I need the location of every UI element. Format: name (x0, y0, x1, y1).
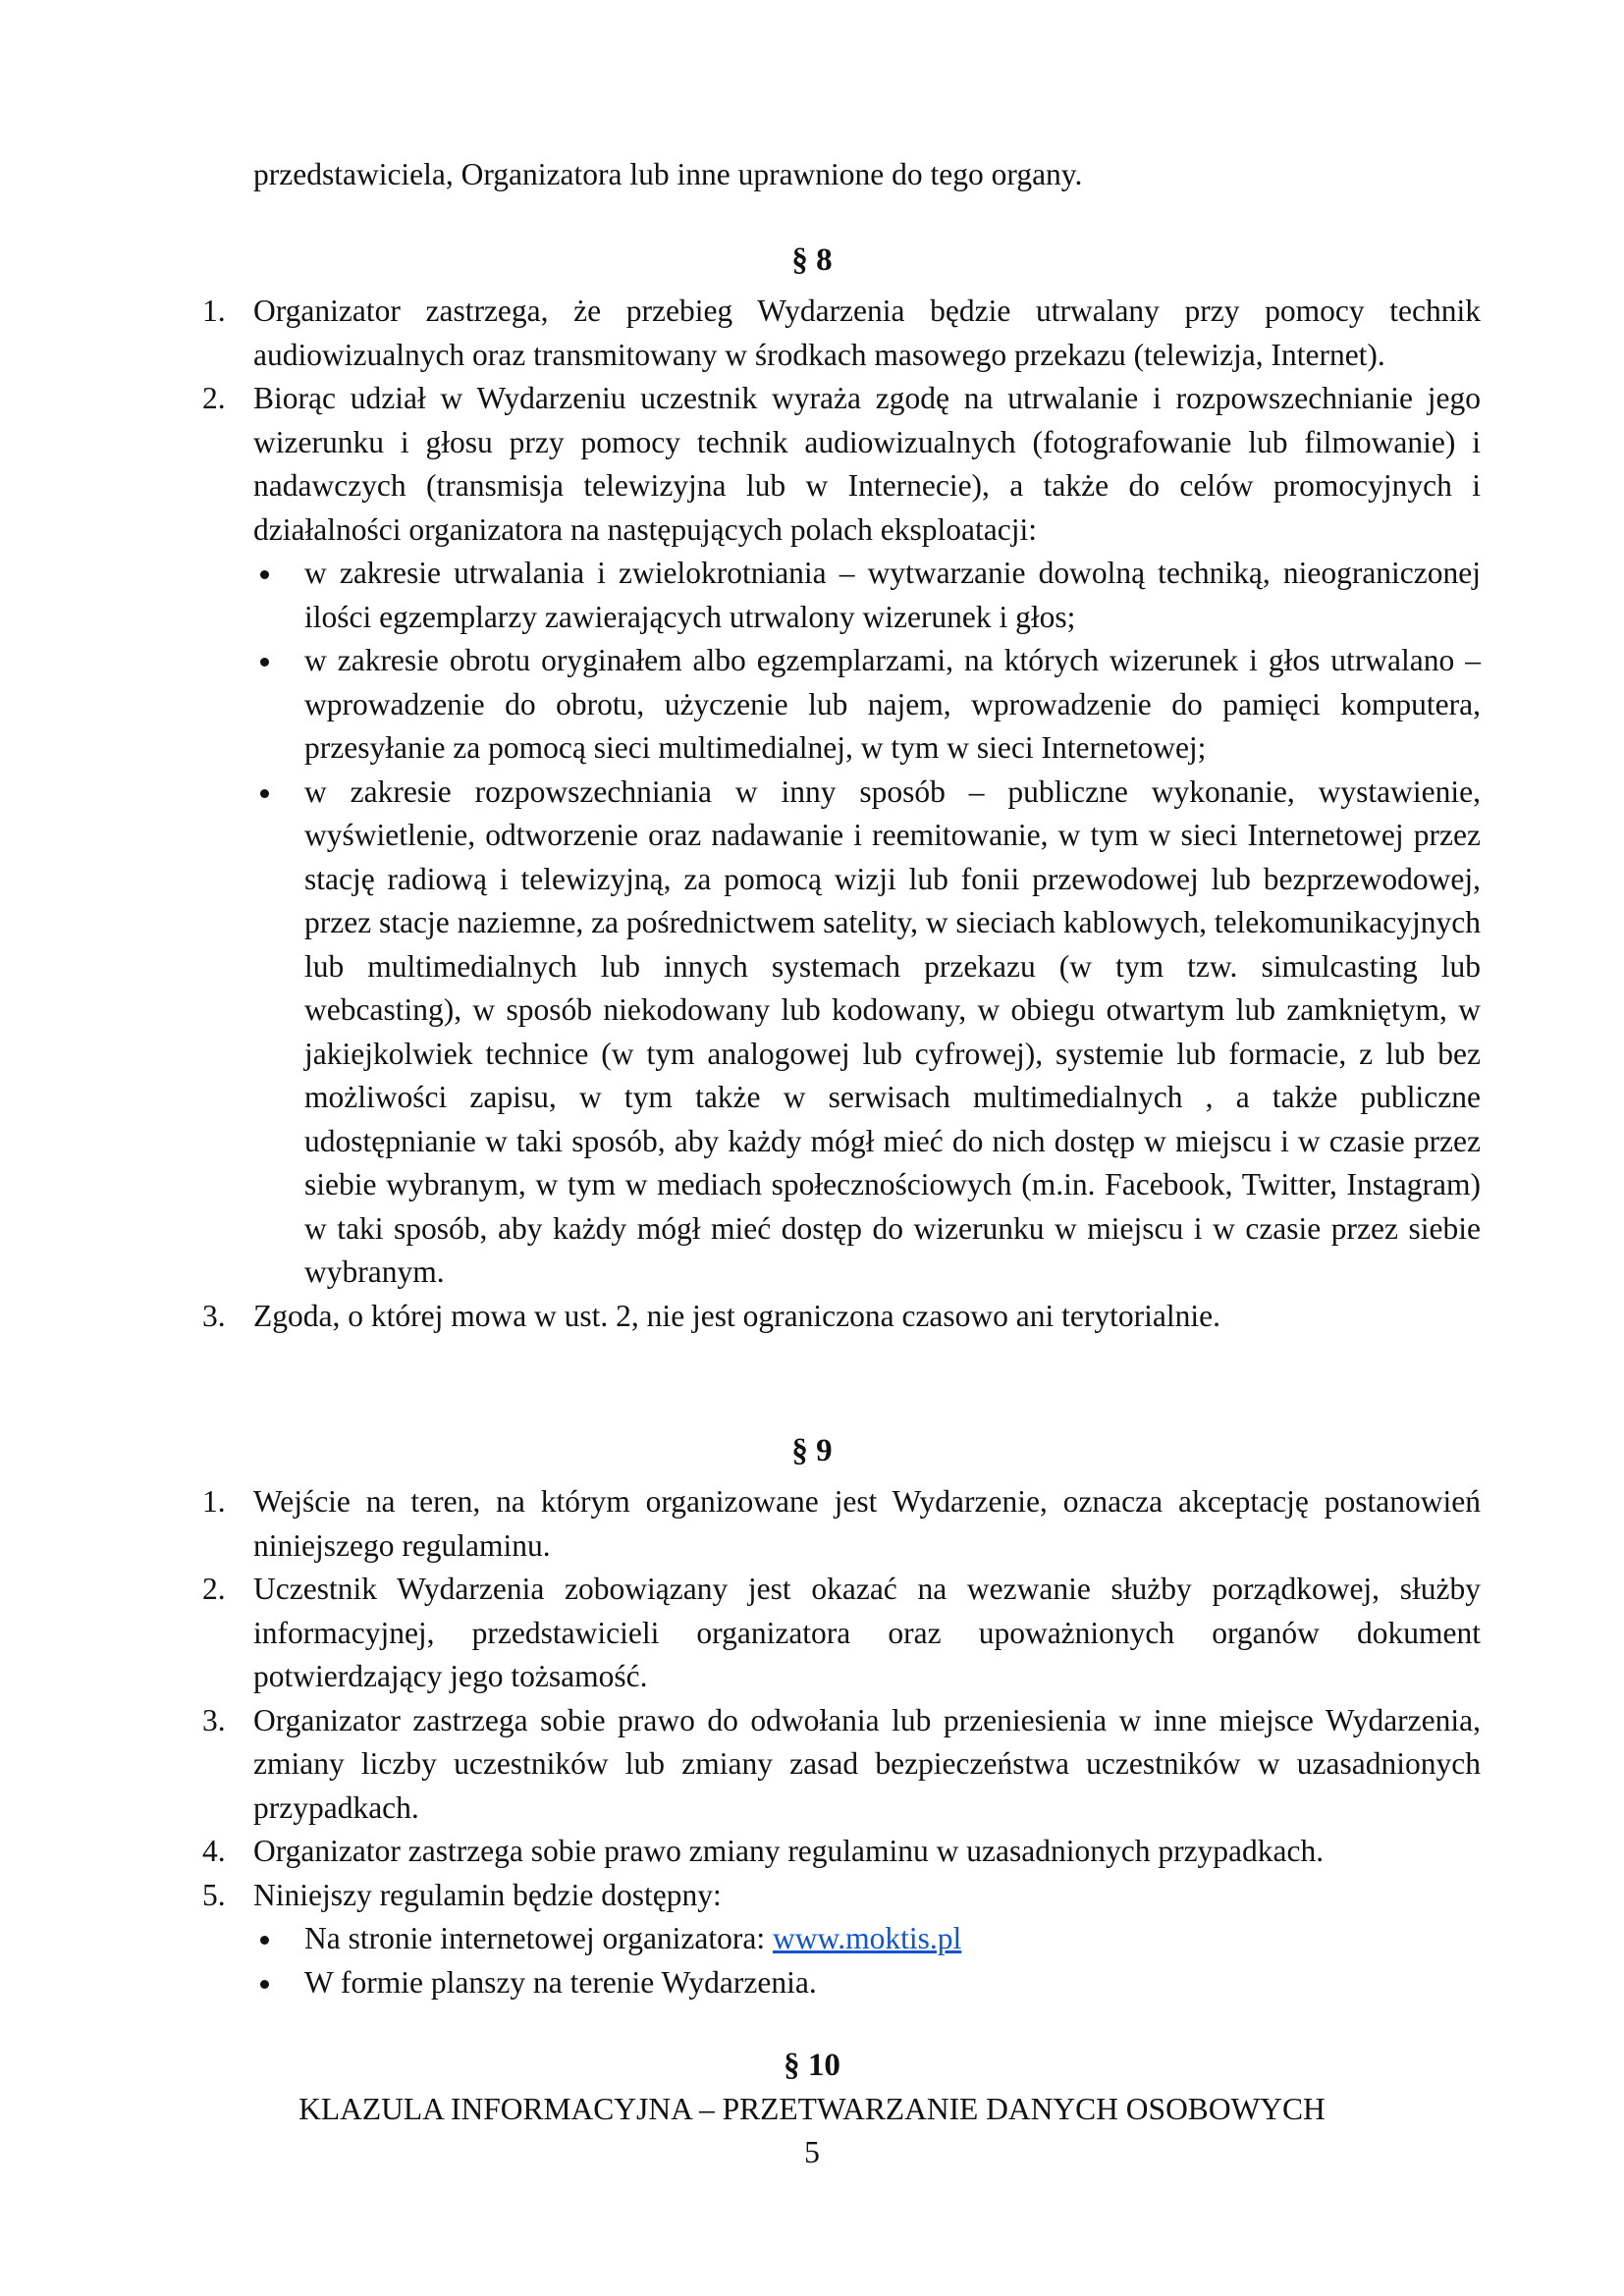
list-item-text: w zakresie obrotu oryginałem albo egzemplarzami, na których wizerunek i głos utrwalano – wprowadzenie do obrotu, użyczenie lub najem, wprowadzenie do pamięci komputera, przesyłanie za pomocą sieci multimedialnej, w tym w sieci Internetowej; (304, 643, 1481, 765)
s9-item-4-number: 4. (202, 1834, 226, 1868)
s9-item-5-text: Niniejszy regulamin będzie dostępny: (253, 1877, 722, 1912)
list-item-text: W formie planszy na terenie Wydarzenia. (304, 1964, 817, 2000)
s8-item-1-text: Organizator zastrzega, że przebieg Wydarzenia będzie utrwalany przy pomocy technik audiowizualnych oraz transmitowany w środkach masowego przekazu (telewizja, Internet). (253, 294, 1481, 372)
list-item (253, 639, 1481, 771)
list-item-text: Na stronie internetowej organizatora: (304, 1921, 773, 1955)
s9-item-1-text: Wejście na teren, na którym organizowane jest Wydarzenie, oznacza akceptację postanowień niniejszego regulaminu. (253, 1484, 1481, 1563)
list-item (253, 1917, 1481, 1961)
s8-item-2-number: 2. (202, 381, 226, 415)
s9-item-2-text: Uczestnik Wydarzenia zobowiązany jest okazać na wezwanie służby porządkowej, służby informacyjnej, przedstawicieli organizatora oraz upoważnionych organów dokument potwierdzający jego tożsamość. (253, 1572, 1481, 1693)
section-8-heading: § 8 (791, 242, 833, 278)
s9-item-2-number: 2. (202, 1572, 226, 1606)
bullet-icon (260, 789, 269, 798)
s8-item-2-text: Biorąc udział w Wydarzeniu uczestnik wyraża zgodę na utrwalanie i rozpowszechnianie jego wizerunku i głosu przy pomocy technik audiowizualnych (fotografowanie lub filmowanie) i nadawczych (transmisja telewizyjna lub w Internecie), a także do celów promocyjnych i działalności organizatora na następujących polach eksploatacji: (253, 381, 1481, 547)
organizer-website-link[interactable]: www.moktis.pl (773, 1921, 962, 1955)
section-10-heading: § 10 (784, 2048, 840, 2083)
list-item-text: w zakresie rozpowszechniania w inny sposób – publiczne wykonanie, wystawienie, wyświetlenie, odtworzenie oraz nadawanie i reemitowanie, w tym w sieci Internetowej przez stację radiową i telewizyjną, za pomocą wizji lub fonii przewodowej lub bezprzewodowej, przez stacje naziemne, za pośrednictwem satelity, w sieciach kablowych, telekomunikacyjnych lub multimedialnych lub innych systemach przekazu (w tym tzw. simulcasting lub webcasting), w sposób niekodowany lub kodowany, w obiegu otwartym lub zamkniętym, w jakiejkolwiek technice (w tym analogowej lub cyfrowej), systemie lub formacie, z lub bez możliwości zapisu, w tym także w serwisach multimedialnych , a także publiczne udostępnianie w taki sposób, aby każdy mógł mieć do nich dostęp w miejscu i w czasie przez siebie wybranym, w tym w mediach społecznościowych (m.in. Facebook, Twitter, Instagram) w taki sposób, aby każdy mógł mieć dostęp do wizerunku w miejscu i w czasie przez siebie wybranym. (304, 774, 1481, 1289)
section-8-body (202, 290, 1481, 1338)
s9-item-4 (202, 1830, 1481, 1874)
s8-item-1-number: 1. (202, 294, 226, 328)
list-item (253, 1961, 1481, 2005)
page-number: 5 (804, 2135, 820, 2169)
bullet-icon (260, 570, 269, 579)
s9-item-2 (202, 1568, 1481, 1699)
s9-item-1 (202, 1480, 1481, 1568)
continuation-text: przedstawiciela, Organizatora lub inne uprawnione do tego organy. (253, 157, 1083, 191)
section-9-heading: § 9 (791, 1433, 833, 1468)
s8-item-3-number: 3. (202, 1298, 226, 1333)
s9-item-4-text: Organizator zastrzega sobie prawo zmiany regulaminu w uzasadnionych przypadkach. (253, 1834, 1325, 1868)
s9-item-3-text: Organizator zastrzega sobie prawo do odwołania lub przeniesienia w inne miejsce Wydarzenia, zmiany liczby uczestników lub zmiany zasad bezpieczeństwa uczestników w uzasadnionych przypadkach. (253, 1702, 1481, 1825)
bullet-icon (260, 658, 269, 667)
list-item (253, 771, 1481, 1295)
s9-item-1-number: 1. (202, 1484, 226, 1519)
list-item (253, 552, 1481, 639)
s8-item-3-text: Zgoda, o której mowa w ust. 2, nie jest ograniczona czasowo ani terytorialnie. (253, 1298, 1220, 1333)
s8-exploitation-fields-list (253, 552, 1481, 1295)
section-10-subtitle: KLAZULA INFORMACYJNA – PRZETWARZANIE DANYCH OSOBOWYCH (298, 2092, 1326, 2126)
list-item-text: w zakresie utrwalania i zwielokrotniania – wytwarzanie dowolną techniką, nieograniczonej ilości egzemplarzy zawierających utrwalony wizerunek i głos; (304, 556, 1481, 634)
bullet-icon (260, 1980, 269, 1989)
bullet-icon (260, 1936, 269, 1945)
s9-item-3 (202, 1699, 1481, 1831)
s9-item-3-number: 3. (202, 1702, 226, 1737)
s8-item-3 (202, 1295, 1481, 1339)
s9-item-5 (202, 1874, 1481, 2005)
section-9-body (202, 1480, 1481, 2004)
s9-availability-list (253, 1917, 1481, 2004)
s9-item-5-number: 5. (202, 1877, 226, 1912)
s8-item-1 (202, 290, 1481, 377)
s8-item-2 (202, 377, 1481, 1295)
